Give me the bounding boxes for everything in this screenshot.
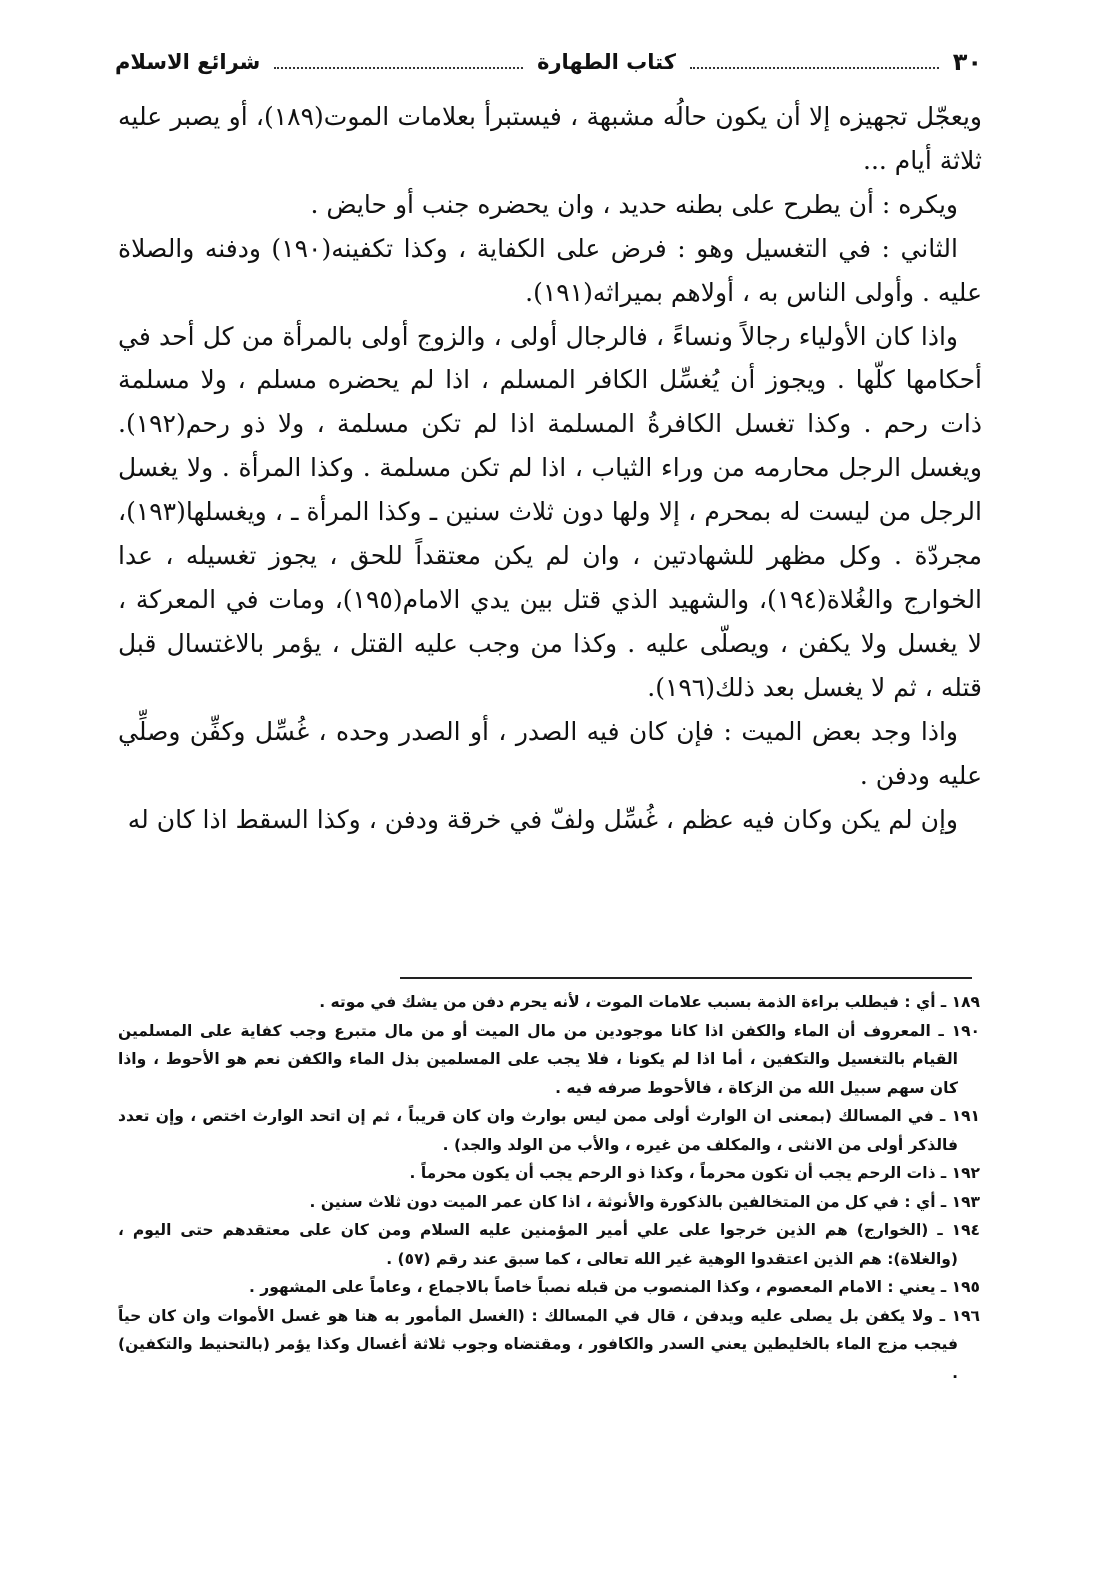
header-dotted-leader bbox=[274, 67, 523, 69]
paragraph: وإن لم يكن وكان فيه عظم ، غُسِّل ولفّ في خرقة ودفن ، وكذا السقط اذا كان له bbox=[127, 804, 958, 834]
footnote: ١٩٥ ـ يعني : الامام المعصوم ، وكذا المنصوب من قبله نصباً خاصاً بالاجماع ، وعاماً على المشهور . bbox=[248, 1278, 980, 1296]
footnote: ١٩٦ ـ ولا يكفن بل يصلى عليه ويدفن ، قال في المسالك : (الغسل المأمور به هنا هو غسل الأموات وان كان حياً فيجب مزج الماء بالخليطين يعني السدر والكافور ، ومقتضاه وجوب ثلاثة أغسال وكذا يؤمر (بالتحنيط والتكفين) . bbox=[118, 1306, 980, 1382]
paragraph: واذا كان الأولياء رجالاً ونساءً ، فالرجال أولى ، والزوج أولى بالمرأة من كل أحد في أحكامها كلّها . ويجوز أن يُغسِّل الكافر المسلم ، اذا لم يحضره مسلم ، ولا مسلمة ذات رحم . وكذا تغسل الكافرةُ المسلمة اذا لم تكن مسلمة ، ولا ذو رحم(١٩٢). ويغسل الرجل محارمه من وراء الثياب ، اذا لم تكن مسلمة . وكذا المرأة . ولا يغسل الرجل من ليست له بمحرم ، إلا ولها دون ثلاث سنين ـ وكذا المرأة ـ ، ويغسلها(١٩٣)، مجردّة . وكل مظهر للشهادتين ، وان لم يكن معتقداً للحق ، يجوز تغسيله ، عدا الخوارج والغُلاة(١٩٤)، والشهيد الذي قتل بين يدي الامام(١٩٥)، ومات في المعركة ، لا يغسل ولا يكفن ، ويصلّى عليه . وكذا من وجب عليه القتل ، يؤمر بالاغتسال قبل قتله ، ثم لا يغسل بعد ذلك(١٩٦). bbox=[118, 321, 983, 702]
footnote: ١٨٩ ـ أي : فيطلب براءة الذمة بسبب علامات الموت ، لأنه يحرم دفن من يشك في موته . bbox=[319, 993, 980, 1011]
footnote: ١٩٣ ـ أي : في كل من المتخالفين بالذكورة والأنوثة ، اذا كان عمر الميت دون ثلاث سنين . bbox=[309, 1192, 980, 1211]
footnote-separator bbox=[400, 977, 972, 979]
chapter-title: كتاب الطهارة bbox=[537, 50, 676, 74]
footnote: ١٩١ ـ في المسالك (بمعنى ان الوارث أولى ممن ليس بوارث وان كان قريباً ، ثم إن اتحد الوارث اختص ، وإن تعدد فالذكر أولى من الانثى ، والمكلف من غيره ، والأب من الولد والجد) . bbox=[118, 1107, 980, 1154]
footnote: ١٩٤ ـ (الخوارج) هم الذين خرجوا على علي أمير المؤمنين عليه السلام ومن كان على معتقدهم حتى اليوم ، (والغلاة): هم الذين اعتقدوا الوهية غير الله تعالى ، كما سبق عند رقم (٥٧) . bbox=[118, 1221, 980, 1268]
paragraph: الثاني : في التغسيل وهو : فرض على الكفاية ، وكذا تكفينه(١٩٠) ودفنه والصلاة عليه . وأولى الناس به ، أولاهم بميراثه(١٩١). bbox=[118, 233, 982, 307]
footnote: ١٩٢ ـ ذات الرحم يجب أن تكون محرماً ، وكذا ذو الرحم يجب أن يكون محرماً . bbox=[409, 1164, 980, 1182]
footnotes bbox=[118, 988, 980, 1387]
paragraph: ويعجّل تجهيزه إلا أن يكون حالُه مشبهة ، فيستبرأ بعلامات الموت(١٨٩)، أو يصبر عليه ثلاثة أيام ... bbox=[118, 102, 982, 175]
paragraph: واذا وجد بعض الميت : فإن كان فيه الصدر ، أو الصدر وحده ، غُسِّل وكفِّن وصلِّي عليه ودفن . bbox=[118, 716, 982, 790]
main-text bbox=[118, 95, 982, 841]
running-header bbox=[115, 42, 982, 82]
footnote: ١٩٠ ـ المعروف أن الماء والكفن اذا كانا موجودين من مال الميت أو من مال متبرع وجب كفاية على المسلمين القيام بالتغسيل والتكفين ، أما اذا لم يكونا ، فلا يجب على المسلمين بذل الماء والكفن نعم هو الأحوط ، واذا كان سهم سبيل الله من الزكاة ، فالأحوط صرفه فيه . bbox=[118, 1021, 980, 1097]
paragraph: ويكره : أن يطرح على بطنه حديد ، وان يحضره جنب أو حايض . bbox=[310, 189, 958, 219]
header-dotted-leader bbox=[690, 67, 939, 69]
book-title: شرائع الاسلام bbox=[115, 50, 261, 74]
page-number: ٣٠ bbox=[952, 48, 982, 76]
